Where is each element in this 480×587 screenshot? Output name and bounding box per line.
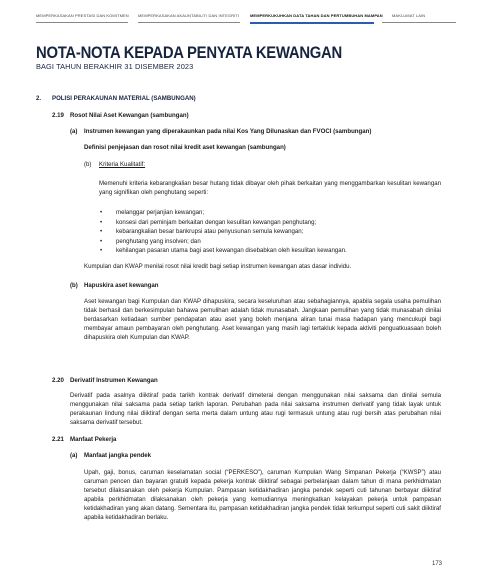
page-subtitle: BAGI TAHUN BERAKHIR 31 DISEMBER 2023 (36, 62, 194, 71)
bullet-icon: • (100, 218, 103, 226)
list-item: • kebarangkalian besar bankrupsi atau penyusunan semula kewangan; (100, 228, 304, 236)
bullet-icon: • (100, 209, 103, 216)
subsection-number: 2.20 (52, 377, 64, 384)
criteria-label: (b) (84, 161, 92, 168)
top-navigation (36, 13, 456, 27)
criteria-title: Kriteria Kualitatif: (99, 161, 146, 168)
subsection-title: Rosot Nilai Aset Kewangan (sambungan) (70, 112, 189, 119)
page-title: NOTA-NOTA KEPADA PENYATA KEWANGAN (36, 44, 342, 62)
section-title: POLISI PERAKAUNAN MATERIAL (SAMBUNGAN) (52, 95, 196, 102)
nav-item-data-tahan[interactable]: MEMPERKUKUHKAN DATA TAHAN DAN PERTUMBUHAN MAMPAN (250, 13, 383, 18)
criteria-list (100, 208, 440, 256)
item-title: Manfaat jangka pendek (84, 452, 152, 459)
nav-item-akauntabiliti[interactable]: MEMPERKASAKAN AKAUNTABILITI DAN INTEGRITI (138, 13, 240, 18)
list-item: • melanggar perjanjian kewangan; (100, 209, 205, 216)
item-label: (b) (70, 282, 78, 289)
nav-item-prestasi[interactable]: MEMPERKASAKAN PRESTASI DAN KOMITMEN (36, 13, 129, 18)
list-item: • penghutang yang insolven; dan (100, 237, 201, 245)
derivative-paragraph: Derivatif pada asalnya diiktiraf pada tarikh kontrak derivatif dimeterai dengan menggunakan nilai saksama dan dinilai semula menggunakan nilai saksama pada setiap tarikh laporan. Perubahan pada nilai saksama instrumen derivatif yang tidak layak untuk perakaunan lindung nilai diiktiraf dengan serta merta dalam untung atau rugi termasuk untung atau rugi bersih atas perubahan nilai saksama derivatif tersebut. (70, 392, 441, 426)
nav-active-indicator (250, 22, 374, 24)
item-title: Instrumen kewangan yang diperakaunkan pada nilai Kos Yang Dilunaskan dan FVOCI (sambungan) (84, 128, 372, 135)
item-title: Hapuskira aset kewangan (84, 282, 159, 289)
list-item: • konsesi dari peminjam berkaitan dengan kesulitan kewangan penghutang; (100, 218, 317, 226)
bullet-icon: • (100, 247, 103, 255)
nav-divider (138, 22, 240, 23)
nav-divider (36, 22, 128, 23)
section-number: 2. (36, 95, 42, 102)
item-label: (a) (70, 452, 78, 459)
benefits-paragraph: Upah, gaji, bonus, caruman keselamatan social (“PERKESO”), caruman Kumpulan Wang Simpanan Pekerja (“KWSP”) atau caruman pencen dan bayaran gratuiti kepada pekerja kontrak diiktiraf sebagai perbelanjaan dalam tahun di mana perkhidmatan tersebut dilaksanakan oleh pekerja Kumpulan. Pampasan ketidakhadiran jangka pendek seperti cuti tahunan berbayar diiktiraf apabila perkhidmatan dilaksanakan oleh pekerja yang kemudiannya meningkatkan kelayakan pekerja untuk pampasan ketidakhadiran yang akan datang. Sementara itu, pampasan ketidakhadiran jangka pendek tidak terkumpul seperti cuti sakit diiktiraf apabila ketidakhadiran berlaku. (84, 469, 441, 521)
nav-divider (382, 22, 456, 23)
subsection-title: Derivatif Instrumen Kewangan (70, 377, 158, 384)
subsection-title: Manfaat Pekerja (70, 436, 117, 443)
list-item: • kehilangan pasaran utama bagi aset kewangan disebabkan oleh kesulitan kewangan. (100, 247, 347, 255)
criteria-closing: Kumpulan dan KWAP menilai rosot nilai kredit bagi setiap instrumen kewangan atas dasar individu. (84, 263, 352, 270)
criteria-intro: Memenuhi kriteria kebarangkalian besar hutang tidak dibayar oleh pihak berkaitan yang menggambarkan kesulitan kewangan yang signifikan oleh penghutang seperti: (99, 180, 441, 196)
subsection-number: 2.19 (52, 112, 64, 119)
nav-item-maklumat-lain[interactable]: MAKLUMAT LAIN (392, 13, 426, 18)
page-number: 173 (432, 561, 443, 567)
bullet-icon: • (100, 228, 103, 236)
bullet-icon: • (100, 237, 103, 245)
definition-heading: Definisi penjejasan dan rosot nilai kredit aset kewangan (sambungan) (84, 144, 286, 151)
item-label: (a) (70, 128, 78, 135)
writeoff-paragraph: Aset kewangan bagi Kumpulan dan KWAP dihapuskira, secara keseluruhan atau sebahagiannya, apabila segala usaha pemulihan tidak berhasil dan berkesimpulan bahawa pemulihan adalah tidak munasabah. Jangkaan pemulihan yang tidak munasabah dinilai berdasarkan ketiadaan sumber pendapatan atau aset yang boleh menjana aliran tunai masa hadapan yang mencukupi bagi membayar amaun pembayaran oleh penghutang. Aset kewangan yang masih lagi tertakluk kepada aktiviti penguatkuasaan boleh dihapuskira oleh Kumpulan dan KWAP. (84, 298, 441, 341)
subsection-number: 2.21 (52, 436, 64, 443)
